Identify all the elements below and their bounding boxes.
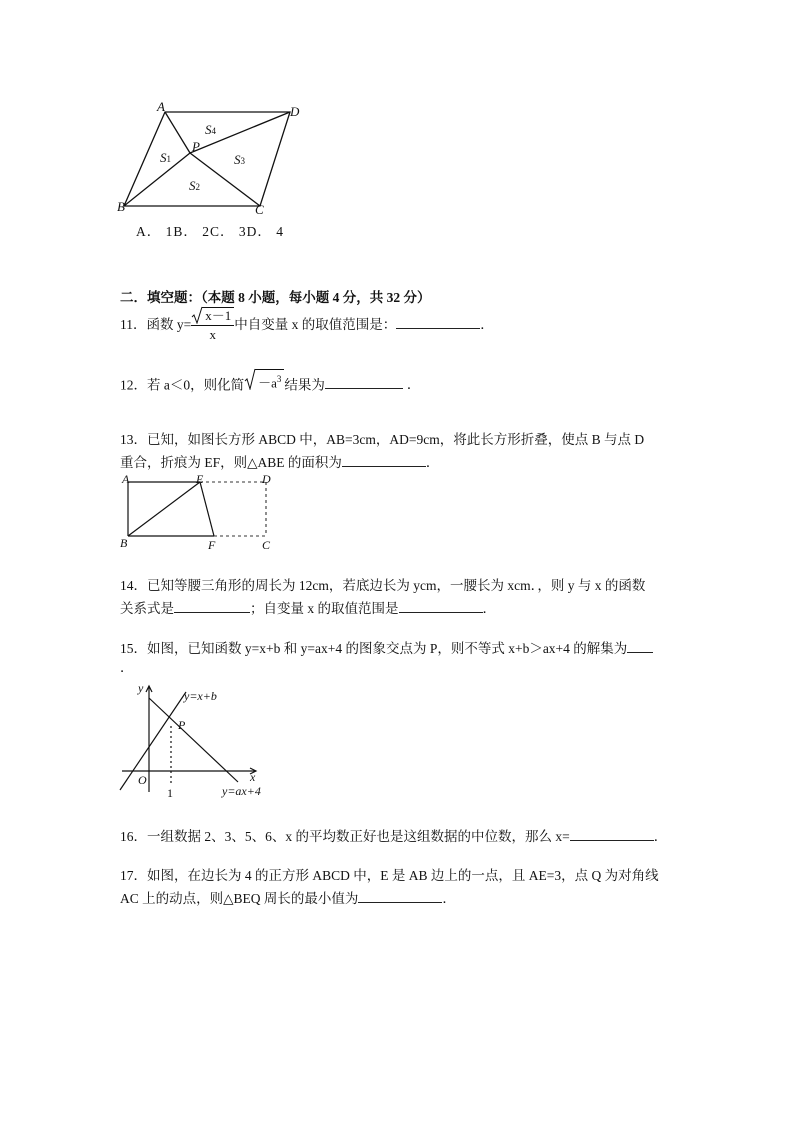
q16-answer-blank[interactable] xyxy=(570,826,654,841)
label-a: A xyxy=(122,472,130,486)
label-c: C xyxy=(255,202,264,217)
label-d: D xyxy=(290,104,300,119)
label-line-y-ax-plus-4: y=ax+4 xyxy=(222,784,261,798)
q11-suffix: 中自变量 x 的取值范围是： xyxy=(234,317,397,332)
q11-prefix: 11．函数 y= xyxy=(120,317,192,332)
label-f: F xyxy=(208,538,216,552)
label-e: E xyxy=(196,472,204,486)
q15-answer-blank[interactable] xyxy=(627,638,653,653)
segment-pc xyxy=(190,153,260,206)
q11-denominator: x xyxy=(209,327,216,342)
segment-be xyxy=(128,482,200,536)
q17-answer-blank[interactable] xyxy=(358,888,442,903)
q12-suffix: 结果为 xyxy=(284,377,325,393)
q12-answer-blank[interactable] xyxy=(325,374,403,389)
label-p: P xyxy=(192,139,200,154)
rectangle-fold-figure xyxy=(116,470,286,554)
label-y: y xyxy=(138,681,144,695)
label-line-y-x-plus-b: y=x+b xyxy=(184,689,217,703)
segment-bp xyxy=(124,153,190,206)
label-s4: S4 xyxy=(205,122,216,137)
label-d: D xyxy=(262,472,271,486)
label-s2: S2 xyxy=(189,178,200,193)
q17-line1: 17．如图，在边长为 4 的正方形 ABCD 中，E 是 AB 边上的一点，且 AE=3，点 Q 为对角线 xyxy=(120,868,659,883)
q14-line2: 关系式是 ；自变量 x 的取值范围是 ． xyxy=(120,598,496,619)
label-p: P xyxy=(178,718,186,732)
q14-answer-blank-1[interactable] xyxy=(174,598,250,613)
parallelogram-figure xyxy=(112,98,312,220)
line-y-x-plus-b xyxy=(120,692,186,790)
label-b: B xyxy=(117,199,125,214)
q13-line1: 13．已知，如图长方形 ABCD 中，AB=3cm，AD=9cm，将此长方形折叠，使点 B 与点 D xyxy=(120,432,645,447)
label-a: A xyxy=(157,99,165,114)
segment-ap xyxy=(165,112,190,153)
label-s1: S1 xyxy=(160,150,171,165)
q10-options: A． 1B． 2C． 3D． 4 xyxy=(136,224,285,239)
q11-fraction xyxy=(191,306,234,344)
q17-line2: AC 上的动点，则△BEQ 周长的最小值为 ． xyxy=(120,888,456,909)
q13-answer-blank[interactable] xyxy=(342,452,426,467)
q12-prefix: 12．若 a＜0，则化简 xyxy=(120,377,245,393)
q15-line2: ． xyxy=(120,660,134,675)
segment-ef xyxy=(200,482,214,536)
q14-answer-blank-2[interactable] xyxy=(399,598,483,613)
line-y-ax-plus-4 xyxy=(149,698,238,782)
function-graph-figure xyxy=(116,680,286,800)
label-origin: O xyxy=(138,773,147,787)
label-x: x xyxy=(250,770,256,784)
q16: 16．一组数据 2、3、5、6、x 的平均数正好也是这组数据的中位数，那么 x= ． xyxy=(120,826,667,847)
q12: 12．若 a＜0，则化简 $-a^3$ 结果为 ． xyxy=(120,374,420,399)
sqrt-sign-icon xyxy=(191,306,203,324)
q14-line1: 14．已知等腰三角形的周长为 12cm，若底边长为 ycm，一腰长为 xcm．，则 y 与 x 的函数 xyxy=(120,578,646,593)
q11-numerator: x－1 xyxy=(202,307,234,324)
q13-line2: 重合，折痕为 EF，则△ABE 的面积为 ． xyxy=(120,452,439,473)
q11: 11．函数 y= $\frac{x-1}{x}$ 中自变量 x 的取值范围是： ． xyxy=(120,308,494,342)
label-b: B xyxy=(120,536,128,550)
section-2-title: 二．填空题：（本题 8 小题，每小题 4 分，共 32 分） xyxy=(120,290,431,305)
label-c: C xyxy=(262,538,271,552)
q15-line1: 15．如图，已知函数 y=x+b 和 y=ax+4 的图象交点为 P，则不等式 x+b＞ax+4 的解集为 xyxy=(120,638,653,659)
label-one: 1 xyxy=(167,786,173,800)
q12-radical: $-a^3$ xyxy=(244,374,284,399)
label-s3: S3 xyxy=(234,152,245,167)
q11-answer-blank[interactable] xyxy=(396,314,480,329)
